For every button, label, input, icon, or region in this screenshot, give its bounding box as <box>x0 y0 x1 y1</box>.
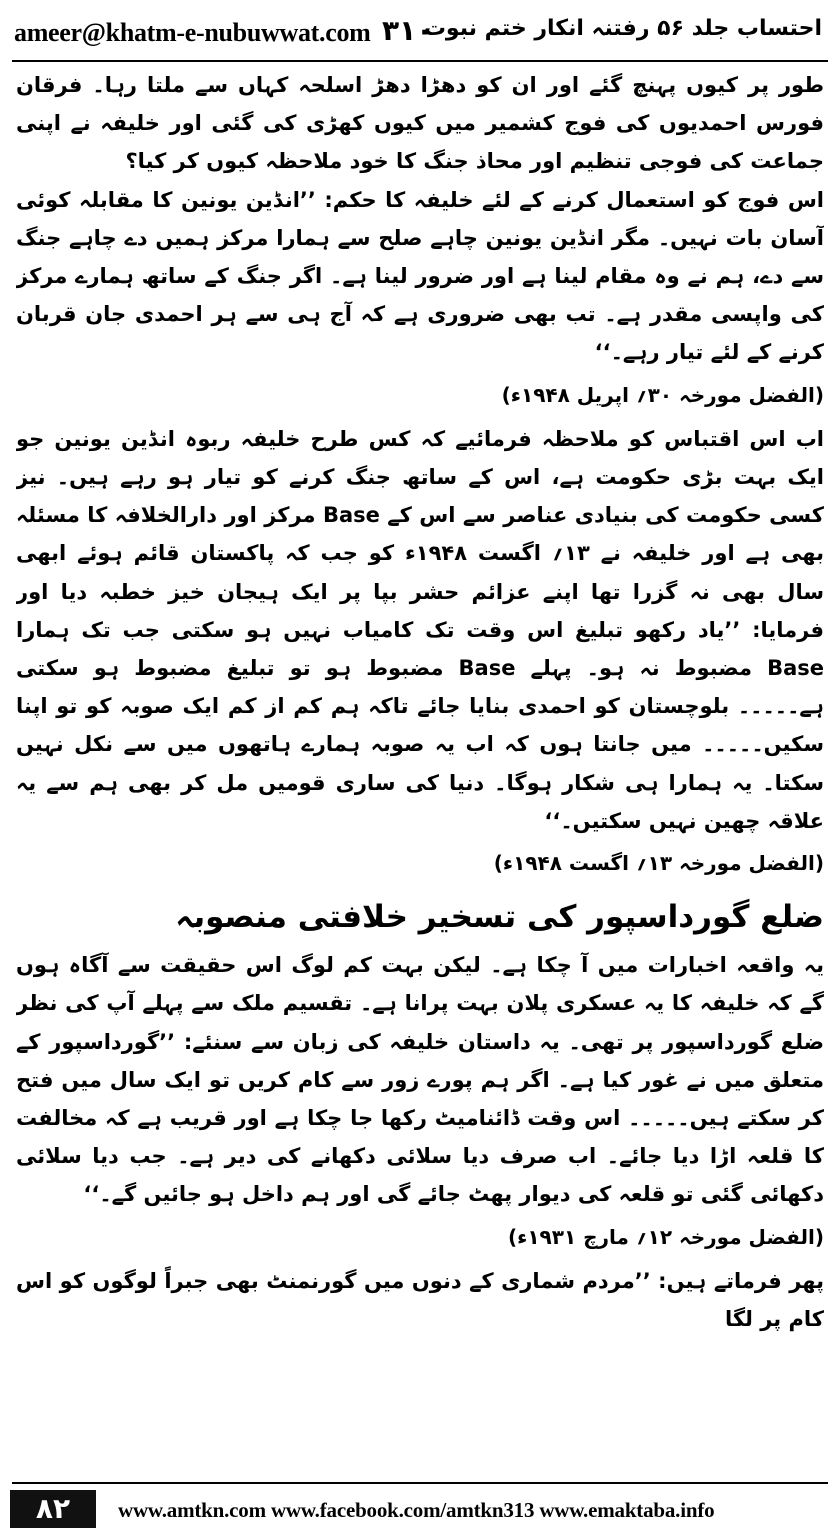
header-rule <box>12 60 828 62</box>
header-email: ameer@khatm-e-nubuwwat.com <box>14 18 371 47</box>
header-page-number: ۳۱۰ <box>382 14 434 47</box>
header-series-title: احتساب جلد ۵۶ رفتنہ انکار ختم نبوت <box>423 16 822 41</box>
page-header <box>0 0 840 62</box>
paragraph-2: اس فوج کو استعمال کرنے کے لئے خلیفہ کا حکم: ’’انڈین یونین کا مقابلہ کوئی آسان بات نہیں۔ مگر انڈین یونین چاہے صلح سے ہمارا مرکز ہمیں دے چاہے جنگ سے دے، ہم نے وہ مقام لینا ہے اور ضرور لینا ہے۔ اگر جنگ کے ساتھ ہمارے مرکز کی واپسی مقدر ہے۔ تب بھی ضروری ہے کہ آج ہی سے ہر احمدی جان قربان کرنے کے لئے تیار رہے۔‘‘ <box>16 187 824 365</box>
reference-3: (الفضل مورخہ ۱۲؍ مارچ ۱۹۳۱ء) <box>507 1224 824 1249</box>
folio-number: ۸۲ <box>35 1492 71 1525</box>
paragraph-5: پھر فرماتے ہیں: ’’مردم شماری کے دنوں میں گورنمنٹ بھی جبراً لوگوں کو اس کام پر لگا <box>16 1268 824 1332</box>
paragraph-1: طور پر کیوں پہنچ گئے اور ان کو دھڑا دھڑ اسلحہ کہاں سے ملتا رہا۔ فرقان فورس احمدیوں کی فوج کشمیر میں کیوں کھڑی کی گئی اور خلیفہ نے اپنی جماعت کی فوجی تنظیم اور محاذ جنگ کا خود ملاحظہ کیوں کر کیا؟ <box>16 73 824 174</box>
reference-2: (الفضل مورخہ ۱۳؍ اگست ۱۹۴۸ء) <box>493 851 824 876</box>
folio-badge <box>10 1490 96 1528</box>
page-footer <box>0 1484 840 1540</box>
paragraph-4: یہ واقعہ اخبارات میں آ چکا ہے۔ لیکن بہت کم لوگ اس حقیقت سے آگاہ ہوں گے کہ خلیفہ کا یہ عسکری پلان بہت پرانا ہے۔ تقسیم ملک سے پہلے آپ کی نظر ضلع گورداسپور پر تھی۔ یہ داستان خلیفہ کی زبان سے سنئے: ’’گورداسپور کے متعلق میں نے غور کیا ہے۔ اگر ہم پورے زور سے کام کریں تو ایک سال میں فتح کر سکتے ہیں۔۔۔۔۔ اس وقت ڈائنامیٹ رکھا جا چکا ہے اور قریب ہے کہ مخالفت کا قلعہ اڑا دیا جائے۔ اب صرف دیا سلائی دکھانے کی دیر ہے۔ جب دیا سلائی دکھائی گئی تو قلعہ کی دیوار پھٹ جائے گی اور ہم داخل ہو جائیں گے۔‘‘ <box>16 953 824 1207</box>
section-heading: ضلع گورداسپور کی تسخیر خلافتی منصوبہ <box>175 899 824 936</box>
reference-1: (الفضل مورخہ ۳۰؍ اپریل ۱۹۴۸ء) <box>501 382 824 407</box>
footer-links: www.amtkn.com www.facebook.com/amtkn313 www.emaktaba.info <box>118 1498 715 1522</box>
page-body <box>16 66 824 1478</box>
paragraph-3: اب اس اقتباس کو ملاحظہ فرمائیے کہ کس طرح خلیفہ ربوہ انڈین یونین جو ایک بہت بڑی حکومت ہے، اس کے ساتھ جنگ کرنے کو تیار ہو رہے ہیں۔ نیز کسی حکومت کی بنیادی عناصر سے اس کے Base مرکز اور دارالخلافہ کا مسئلہ بھی ہے اور خلیفہ نے ۱۳؍ اگست ۱۹۴۸ء کو جب کہ پاکستان قائم ہوئے ابھی سال بھی نہ گزرا تھا اپنے عزائم حشر بپا پر ایک ہیجان خیز خطبہ دیا اور فرمایا: ’’یاد رکھو تبلیغ اس وقت تک کامیاب نہیں ہو سکتی جب تک ہمارا Base مضبوط نہ ہو۔ پہلے Base مضبوط ہو تو تبلیغ مضبوط ہو سکتی ہے۔۔۔۔۔ بلوچستان کو احمدی بنایا جائے تاکہ ہم کم از کم ایک صوبہ کو تو اپنا سکیں۔۔۔۔۔ میں جانتا ہوں کہ اب یہ صوبہ ہمارے ہاتھوں میں سے نکل نہیں سکتا۔ یہ ہمارا ہی شکار ہوگا۔ دنیا کی ساری قومیں مل کر بھی ہم سے یہ علاقہ چھین نہیں سکتیں۔‘‘ <box>16 426 824 833</box>
